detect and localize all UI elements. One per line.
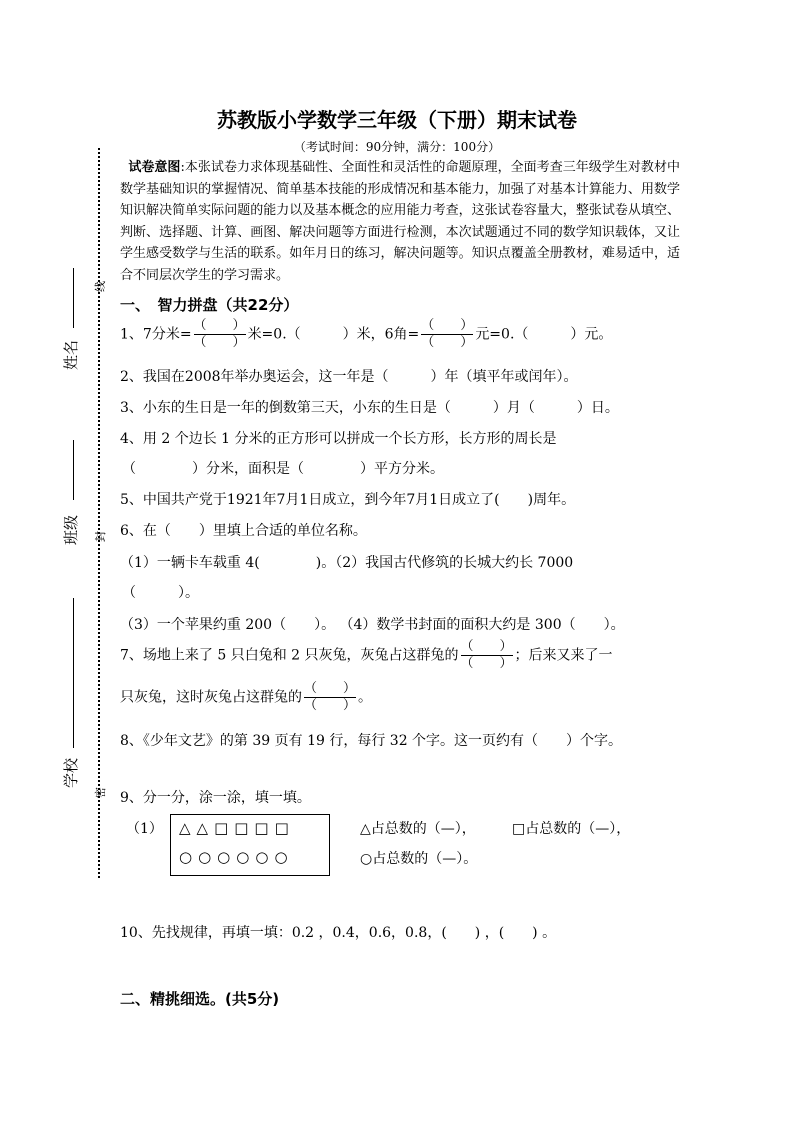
question-3: 3、小东的生日是一年的倒数第三天，小东的生日是（ ）月（ ）日。 — [120, 400, 619, 416]
page-title: 苏教版小学数学三年级（下册）期末试卷 — [217, 108, 577, 132]
question-8: 8、《少年文艺》的第 39 页有 19 行，每行 32 个字。这一页约有（ ）个字。 — [120, 733, 623, 749]
q7-text-a: 7、场地上来了 5 只白兔和 2 只灰兔，灰兔占这群兔的 — [120, 647, 459, 664]
question-4-line-2: （ ）分米，面积是（ ）平方分米。 — [122, 461, 444, 477]
q9-square-fraction: □占总数的（—）， — [512, 821, 631, 837]
q9-part-label: （1） — [126, 821, 163, 837]
q7-fraction-2: $\frac{( )}{( )}$ — [304, 681, 357, 713]
q7-text-c: 只灰兔，这时灰兔占这群兔的 — [120, 689, 302, 706]
q1-fraction-1: $\frac{( )}{( )}$ — [193, 318, 246, 350]
class-blank-line — [73, 440, 74, 500]
question-7-line-1 — [120, 639, 613, 672]
question-7-line-2 — [120, 681, 372, 714]
section-2-heading: 二、精挑细选。(共5分) — [120, 990, 280, 1008]
shape-row-circles: ○○○○○○ — [179, 848, 294, 866]
question-1 — [120, 318, 612, 351]
class-label: 班级 — [62, 514, 80, 545]
intro-paragraph — [120, 157, 680, 286]
seal-mark-seal: 封 — [94, 531, 107, 542]
shapes-box — [170, 814, 330, 876]
q9-circle-fraction: ○占总数的（—）。 — [360, 851, 478, 867]
q9-triangle-fraction: △占总数的（—）， — [360, 821, 476, 837]
name-blank-line — [73, 268, 74, 328]
name-label: 姓名 — [62, 339, 80, 370]
shape-row-triangles-squares: △△□□□□ — [179, 819, 295, 837]
q1-text-a: 1、7分米= — [120, 326, 192, 343]
q1-text-b: 米=0.（ ）米，6角= — [247, 326, 420, 343]
school-blank-line — [73, 598, 74, 748]
school-label: 学校 — [62, 757, 80, 788]
q7-text-d: 。 — [358, 689, 373, 706]
intro-label: 试卷意图 — [128, 160, 181, 175]
question-6-part-2-blank: （ ）。 — [122, 585, 199, 601]
binding-dotted-line — [98, 148, 100, 878]
question-2: 2、我国在2008年举办奥运会，这一年是（ ）年（填平年或闰年）。 — [120, 369, 578, 385]
q7-fraction-1: $\frac{( )}{( )}$ — [460, 639, 513, 671]
question-10: 10、先找规律，再填一填：0.2 ，0.4，0.6，0.8，( ) ，( ) 。 — [120, 925, 557, 941]
question-9: 9、分一分，涂一涂，填一填。 — [120, 790, 311, 806]
seal-mark-line: 线 — [94, 281, 107, 292]
question-6: 6、在（ ）里填上合适的单位名称。 — [120, 523, 367, 539]
question-4-line-1: 4、用 2 个边长 1 分米的正方形可以拼成一个长方形，长方形的周长是 — [120, 431, 557, 447]
intro-text: :本张试卷力求体现基础性、全面性和灵活性的命题原理，全面考查三年级学生对教材中数学基础知识的掌握情况、简单基本技能的形成情况和基本能力，加强了对基本计算能力、用数学知识解决简单实际问题的能力以及基本概念的应用能力考查，这张试卷容量大，整张试卷从填空、判断、选择题、计算、画图、解决问题等方面进行检测，本次试题通过不同的数学知识载体，又让学生感受数学与生活的联系。如年月日的练习，解决问题等。知识点覆盖全册教材，难易适中，适合不同层次学生的学习需求。 — [120, 160, 680, 283]
exam-subtitle: （考试时间：90分钟，满分：100分） — [293, 140, 501, 154]
seal-mark-secret: 密 — [94, 787, 107, 798]
q7-text-b: ；后来又来了一 — [514, 647, 613, 664]
question-6-part-1-2: （1）一辆卡车载重 4( )。（2）我国古代修筑的长城大约长 7000 — [120, 555, 574, 571]
q1-text-c: 元=0.（ ）元。 — [475, 326, 613, 343]
question-5: 5、中国共产党于1921年7月1日成立，到今年7月1日成立了( )周年。 — [120, 492, 576, 508]
q1-fraction-2: $\frac{( )}{( )}$ — [421, 318, 474, 350]
question-6-part-3-4: （3）一个苹果约重 200（ ）。 （4）数学书封面的面积大约是 300（ ）。 — [120, 617, 625, 633]
section-1-heading: 一、 智力拼盘（共22分） — [120, 296, 299, 314]
